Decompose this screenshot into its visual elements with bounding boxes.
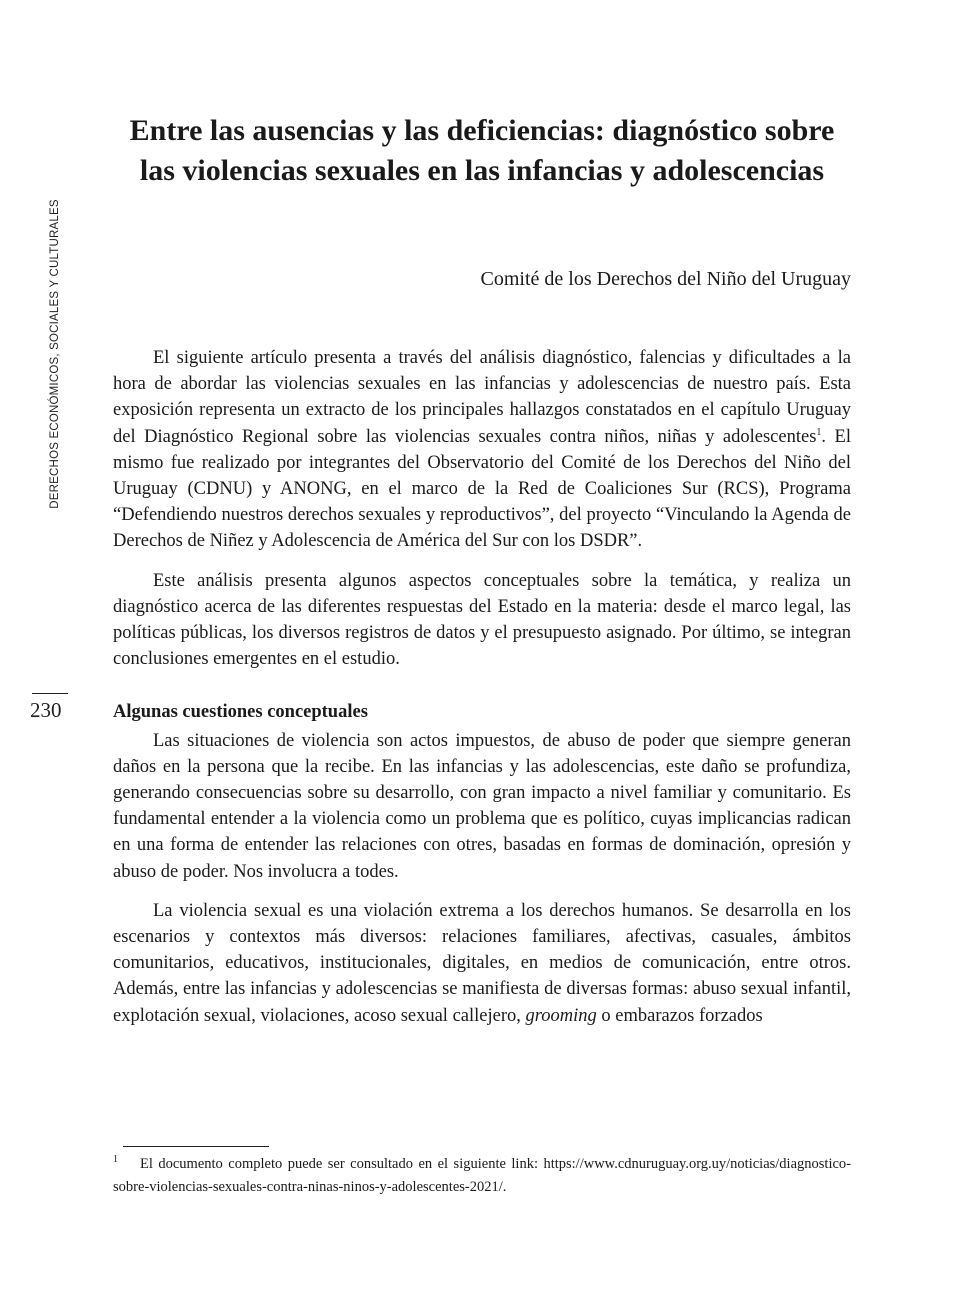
running-section-label [46,196,64,512]
paragraph-sexual-violence [113,898,851,1029]
footnote-mark: 1 [113,1154,118,1166]
emphasis-grooming: grooming [525,1005,597,1026]
page-number-rule [32,693,68,694]
footnote-reference: 1 [816,426,822,438]
footnote-text: El documento completo puede ser consultado en el siguiente link: https://www.cdnuruguay.org.uy/noticias/diagnostico-sobre-violencias-sexuales-contra-ninas-ninos-y-adolescentes-2021/. [113,1156,851,1195]
article-title: Entre las ausencias y las deficiencias: diagnóstico sobre las violencias sexuales en las infancias y adolescencias [129,114,835,187]
footnote [113,1153,851,1199]
paragraph-intro-part2: . El mismo fue realizado por integrantes del Observatorio del Comité de los Derechos del Niño del Uruguay (CDNU) y ANONG, en el marco de la Red de Coaliciones Sur (RCS), Programa “Defendiendo nuestros derechos sexuales y reproductivos”, del proyecto “Vinculando la Agenda de Derechos de Niñez y Adolescencia de América del Sur con los DSDR”. [113,426,851,552]
paragraph-sexual-violence-part2: o embarazos forzados [596,1005,763,1026]
article-body [113,345,851,1042]
paragraph-intro [113,345,851,555]
paragraph-intro-part1: El siguiente artículo presenta a través del análisis diagnóstico, falencias y dificultades a la hora de abordar las violencias sexuales en las infancias y adolescencias de nuestro país. Esta exposición representa un extracto de los principales hallazgos constatados en el capítulo Uruguay del Diagnóstico Regional sobre las violencias sexuales contra niños, niñas y adolescentes [113,348,851,447]
running-section-text: DERECHOS ECONÓMICOS, SOCIALES Y CULTURALES [49,199,61,509]
paragraph-analysis: Este análisis presenta algunos aspectos conceptuales sobre la temática, y realiza un diagnóstico acerca de las diferentes respuestas del Estado en la materia: desde el marco legal, las políticas públicas, los diversos registros de datos y el presupuesto asignado. Por último, se integran conclusiones emergentes en el estudio. [113,570,851,670]
paragraph-violence: Las situaciones de violencia son actos impuestos, de abuso de poder que siempre generan daños en la persona que la recibe. En las infancias y las adolescencias, este daño se profundiza, generando consecuencias sobre su desarrollo, con gran impacto a nivel familiar y comunitario. Es fundamental entender a la violencia como un problema que es político, cuyas implicancias radican en una forma de entender las relaciones con otres, basadas en formas de dominación, opresión y abuso de poder. Nos involucra a todes. [113,730,851,882]
footnote-rule [123,1146,269,1147]
section-heading: Algunas cuestiones conceptuales [113,702,368,723]
page-number: 230 [30,698,62,722]
paragraph-sexual-violence-part1: La violencia sexual es una violación extrema a los derechos humanos. Se desarrolla en los escenarios y contextos más diversos: relaciones familiares, afectivas, casuales, ámbitos comunitarios, educativos, institucionales, digitales, en medios de comunicación, entre otros. Además, entre las infancias y adolescencias se manifiesta de diversas formas: abuso sexual infantil, explotación sexual, violaciones, acoso sexual callejero, [113,900,851,1026]
article-author: Comité de los Derechos del Niño del Uruguay [480,268,851,290]
